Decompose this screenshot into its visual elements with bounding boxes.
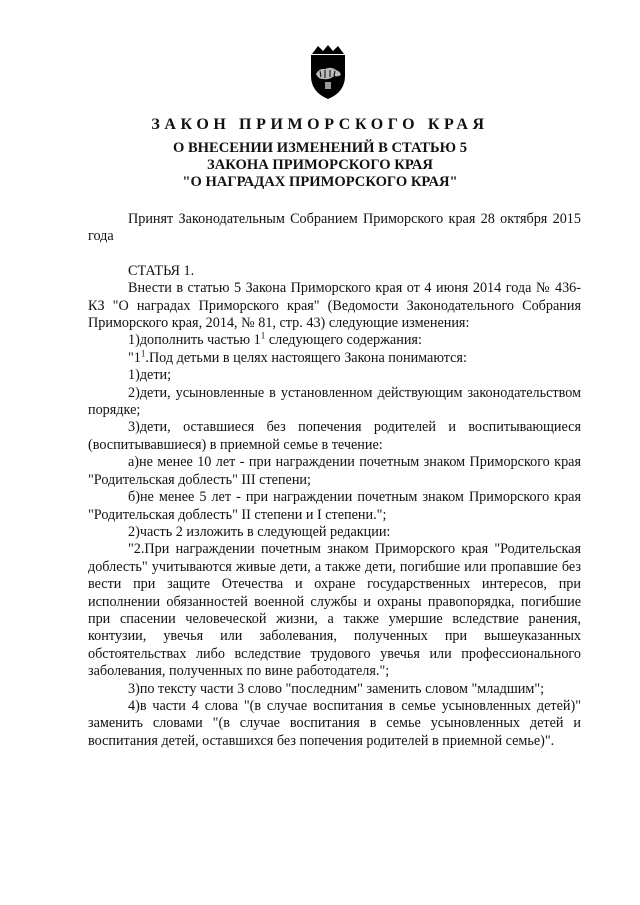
subitem-3b: б)не менее 5 лет - при награждении почетным знаком Приморского края "Родительская доблесть" II степени и I степени."; [88,489,581,523]
quote-1: "$1^1.Под$ детьми в целях настоящего Закона понимаются: [128,348,467,366]
item-3: 3)по тексту части 3 слово "последним" заменить словом "младшим"; [128,680,545,697]
coat-of-arms-icon [303,44,353,100]
item-4: 4)в части 4 слова "(в случае воспитания в семье усыновленных детей)" заменить словами "(в случае воспитания в семье усыновленных детей и воспитания детей, оставшихся без попечения родителей в приемной семье)". [88,697,581,749]
article-intro: Внести в статью 5 Закона Приморского края от 4 июня 2014 года № 436-КЗ "О наградах Приморского края" (Ведомости Законодательного Собрания Приморского края, 2014, № 81, стр. 43) следующие изменения: [88,280,581,332]
subitem-1: 1)дети; [128,367,172,384]
law-subtitle [0,140,640,191]
item-1: 1)дополнить частью $1^1$ следующего содержания: [128,330,422,349]
subitem-3: 3)дети, оставшиеся без попечения родителей и воспитывающиеся (воспитывавшиеся) в приемной семье в течение: [88,419,581,453]
subtitle-line: "О НАГРАДАХ ПРИМОРСКОГО КРАЯ" [182,174,458,190]
quote-2: "2.При награждении почетным знаком Приморского края "Родительская доблесть" учитываются живые дети, а также дети, погибшие или пропавшие без вести при защите Отечества и охране государственных интересов, при исполнении обязанностей военной службы и охраны правопорядка, погибшие при спасении человеческой жизни, а также умершие вследствие ранения, контузии, увечья или заболевания, полученных при вышеуказанных обстоятельствах либо вследствие трудового увечья или профессионального заболевания, полученных по вине работодателя."; [88,541,581,680]
subitem-3a: а)не менее 10 лет - при награждении почетным знаком Приморского края "Родительская доблесть" III степени; [88,454,581,488]
subtitle-line: ЗАКОНА ПРИМОРСКОГО КРАЯ [207,157,433,173]
item-2: 2)часть 2 изложить в следующей редакции: [128,523,391,540]
article-heading: СТАТЬЯ 1. [128,262,195,279]
adoption-date-paragraph: Принят Законодательным Собранием Приморского края 28 октября 2015 года [88,211,581,245]
subtitle-line: О ВНЕСЕНИИ ИЗМЕНЕНИЙ В СТАТЬЮ 5 [172,140,468,156]
law-title: ЗАКОН ПРИМОРСКОГО КРАЯ [151,116,489,133]
law-body [88,211,581,750]
subitem-2: 2)дети, усыновленные в установленном действующим законодательством порядке; [88,384,581,419]
